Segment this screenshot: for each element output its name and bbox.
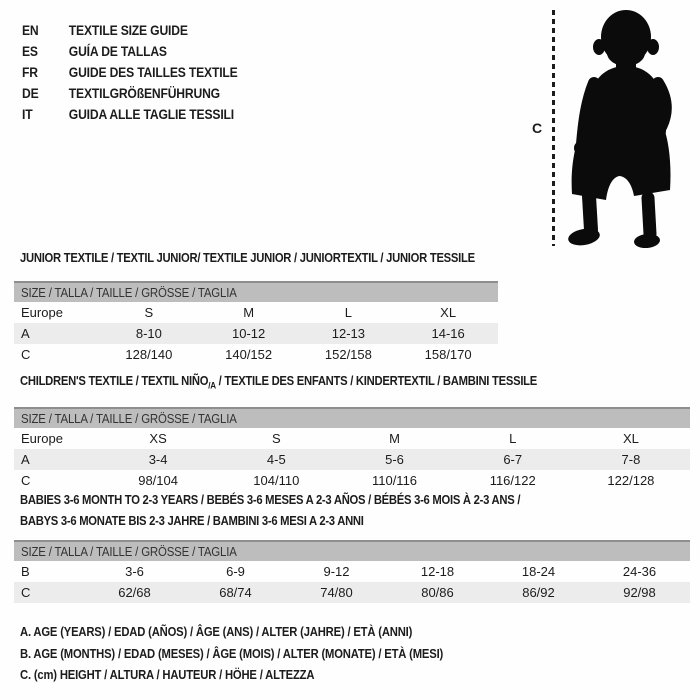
size-table — [14, 281, 498, 365]
language-row — [22, 104, 238, 125]
language-row — [22, 62, 238, 83]
size-cell: S — [144, 305, 154, 320]
size-cell: 10-12 — [232, 326, 266, 341]
row-label: Europe — [21, 305, 63, 320]
size-cell: L — [509, 430, 517, 446]
size-cell: 6-9 — [226, 564, 245, 579]
language-code: FR — [22, 65, 38, 80]
row-label: A — [21, 451, 30, 467]
size-cell: 128/140 — [125, 347, 173, 362]
table-size-header — [14, 407, 690, 428]
footnote-line: B. AGE (MONTHS) / EDAD (MESES) / ÂGE (MOIS) / ALTER (MONATE) / ETÀ (MESI) — [20, 646, 444, 661]
heading-subscript: /A — [208, 380, 216, 391]
size-cell: 104/110 — [253, 472, 300, 488]
size-cell: 8-10 — [135, 326, 162, 341]
size-cell: 110/116 — [371, 472, 418, 488]
size-table — [14, 407, 690, 491]
table-size-header — [14, 540, 690, 561]
size-cell: 140/152 — [225, 347, 273, 362]
section-heading — [20, 248, 623, 269]
table-size-header-text: SIZE / TALLA / TAILLE / GRÖSSE / TAGLIA — [21, 544, 237, 559]
language-row — [22, 83, 238, 104]
size-cell: S — [271, 430, 281, 446]
size-cell: 9-12 — [323, 564, 350, 579]
size-cell: 68/74 — [219, 585, 252, 600]
size-cell: 74/80 — [320, 585, 353, 600]
size-cell: 6-7 — [503, 451, 523, 467]
row-label: A — [21, 326, 30, 341]
size-cell: 86/92 — [522, 585, 555, 600]
row-label: C — [21, 472, 31, 488]
heading-line: BABYS 3-6 MONATE BIS 2-3 JAHRE / BAMBINI 3-6 MESI A 2-3 ANNI — [20, 514, 364, 528]
size-cell: 62/68 — [118, 585, 151, 600]
size-cell: 152/158 — [324, 347, 372, 362]
language-code: DE — [22, 86, 39, 101]
language-label: TEXTILGRÖßENFÜHRUNG — [68, 86, 220, 101]
language-label: GUIDE DES TAILLES TEXTILE — [68, 65, 238, 80]
table-size-header-text: SIZE / TALLA / TAILLE / GRÖSSE / TAGLIA — [21, 410, 237, 426]
size-cell: XL — [622, 430, 639, 446]
table-size-header — [14, 281, 498, 302]
heading-text: CHILDREN'S TEXTILE / TEXTIL NIÑO — [20, 374, 209, 388]
table-row — [14, 449, 690, 470]
height-measure-line — [552, 10, 555, 246]
table-size-header-text: SIZE / TALLA / TAILLE / GRÖSSE / TAGLIA — [21, 285, 237, 300]
language-list — [22, 20, 238, 125]
language-row — [22, 41, 238, 62]
section-childrens-textile — [14, 371, 690, 491]
size-table — [14, 540, 690, 603]
language-code: IT — [22, 107, 33, 122]
section-junior-textile — [14, 248, 690, 365]
size-cell: 80/86 — [421, 585, 454, 600]
language-label: GUÍA DE TALLAS — [68, 44, 167, 59]
table-row — [14, 470, 690, 491]
size-cell: 3-6 — [125, 564, 144, 579]
section-babies-textile — [14, 490, 690, 603]
table-row — [14, 582, 690, 603]
size-cell: XL — [440, 305, 457, 320]
language-code: EN — [22, 23, 39, 38]
toddler-figure — [530, 8, 700, 250]
size-cell: 12-18 — [420, 564, 455, 579]
row-label: C — [21, 585, 31, 600]
row-label: C — [21, 347, 31, 362]
table-row — [14, 344, 498, 365]
table-row — [14, 323, 498, 344]
footnote-line: C. (cm) HEIGHT / ALTURA / HAUTEUR / HÖHE / ALTEZZA — [20, 668, 315, 682]
size-cell: 24-36 — [622, 564, 657, 579]
table-row — [14, 428, 690, 449]
size-cell: L — [344, 305, 352, 320]
language-code: ES — [22, 44, 38, 59]
heading-line: JUNIOR TEXTILE / TEXTIL JUNIOR/ TEXTILE JUNIOR / JUNIORTEXTIL / JUNIOR TESSILE — [20, 251, 475, 265]
size-cell: 116/122 — [489, 472, 536, 488]
language-row — [22, 20, 238, 41]
height-measure-label: C — [532, 120, 543, 136]
size-cell: M — [243, 305, 255, 320]
size-cell: M — [389, 430, 400, 446]
row-label: Europe — [21, 430, 63, 446]
size-cell: 3-4 — [148, 451, 168, 467]
heading-text: / TEXTILE DES ENFANTS / KINDERTEXTIL / BAMBINI TESSILE — [215, 374, 538, 388]
size-cell: 14-16 — [431, 326, 465, 341]
size-cell: 4-5 — [266, 451, 286, 467]
size-cell: 92/98 — [623, 585, 656, 600]
language-label: TEXTILE SIZE GUIDE — [68, 23, 188, 38]
footnotes — [20, 622, 443, 687]
size-cell: 5-6 — [385, 451, 404, 467]
table-row — [14, 302, 498, 323]
heading-line: BABIES 3-6 MONTH TO 2-3 YEARS / BEBÉS 3-6 MESES A 2-3 AÑOS / BÉBÉS 3-6 MOIS À 2-3 ANS / — [20, 493, 521, 507]
row-label: B — [21, 564, 30, 579]
section-heading — [20, 490, 623, 532]
size-cell: 122/128 — [607, 472, 655, 488]
size-cell: 12-13 — [331, 326, 365, 341]
toddler-silhouette-icon — [562, 8, 700, 248]
table-row — [14, 561, 690, 582]
size-cell: 158/170 — [424, 347, 472, 362]
size-cell: 98/104 — [138, 472, 178, 488]
section-heading — [20, 371, 623, 397]
footnote-line: A. AGE (YEARS) / EDAD (AÑOS) / ÂGE (ANS) / ALTER (JAHRE) / ETÀ (ANNI) — [20, 625, 413, 639]
size-cell: 18-24 — [521, 564, 556, 579]
language-label: GUIDA ALLE TAGLIE TESSILI — [68, 107, 234, 122]
size-cell: 7-8 — [621, 451, 641, 467]
size-cell: XS — [149, 430, 167, 446]
